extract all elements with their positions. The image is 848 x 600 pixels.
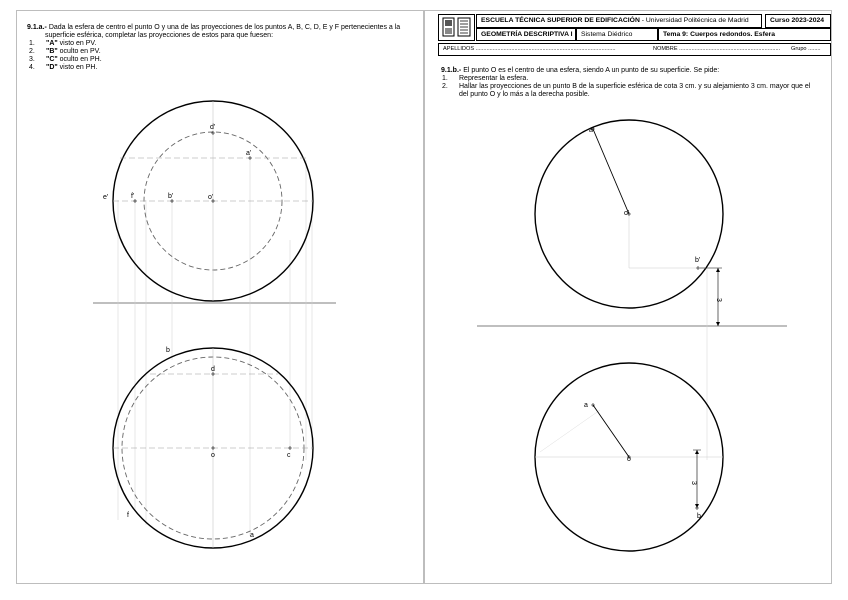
left-intro-line2: superficie esférica, completar las proyecciones de estos para que fuesen: [45, 32, 274, 39]
label-b-prime-r: b' [695, 257, 701, 264]
left-labels [103, 124, 291, 539]
left-intro-text: Dada la esfera de centro el punto O y una de las proyecciones de los puntos A, B, C, D, E y F pertenecientes a la [48, 24, 401, 31]
label-f-prime: f' [131, 193, 135, 200]
right-intro-text: El punto O es el centro de una esfera, siendo A un punto de su superficie. Se pide: [463, 67, 720, 74]
left-point-marks-plan [211, 372, 292, 450]
label-b-r: b [697, 513, 701, 520]
label-o-prime-r: o' [624, 210, 630, 217]
label-d-prime: d' [210, 124, 216, 131]
right-radius-plan [593, 405, 629, 457]
left-item-3: 3. "C" oculto en PH. [29, 56, 102, 63]
school-name: ESCUELA TÉCNICA SUPERIOR DE EDIFICACIÓN [481, 17, 640, 24]
system-cell: Sistema Diédrico [576, 28, 658, 41]
right-drawing [477, 120, 787, 551]
right-radius-elevation [593, 129, 629, 214]
left-item-1: 1. "A" visto en PV. [29, 40, 97, 47]
topic-cell: Tema 9: Cuerpos redondos. Esfera [658, 28, 831, 41]
nombre-field[interactable]: NOMBRE ................................................................. [653, 46, 781, 52]
label-a-prime: a' [246, 150, 252, 157]
right-point-marks-elevation [591, 127, 700, 270]
right-labels [584, 127, 701, 520]
dimension-label-top: 3 [715, 298, 722, 302]
label-e-prime: e' [103, 194, 109, 201]
label-o-prime: o' [208, 194, 214, 201]
left-item-4: 4. "D" visto en PH. [29, 64, 98, 71]
label-a-prime-r: a' [589, 127, 595, 134]
left-reference-lines [118, 158, 312, 536]
label-d: d [211, 366, 215, 373]
label-b-prime: b' [168, 193, 174, 200]
course-cell: Curso 2023-2024 [765, 14, 831, 28]
label-a: a [250, 532, 254, 539]
left-item-2: 2. "B" oculto en PV. [29, 48, 101, 55]
dimension-label-bottom: 3 [690, 481, 697, 485]
left-point-marks-elevation [133, 131, 252, 203]
right-point-marks-plan [591, 403, 699, 510]
label-o: o [211, 452, 215, 459]
left-drawing [93, 101, 336, 548]
left-exercise-code: 9.1.a.- [27, 24, 47, 31]
right-item-2-cont: del punto O y lo más a la derecha posible. [459, 91, 590, 98]
apellidos-field[interactable]: APELLIDOS .......................................................................................... [443, 46, 616, 52]
subject-cell: GEOMETRÍA DESCRIPTIVA I [476, 28, 576, 41]
right-item-2: 2. Hallar las proyecciones de un punto B de la superficie esférica de cota 3 cm. y su alejamiento 3 cm. mayor que el [442, 83, 811, 90]
label-o-r: o [627, 456, 631, 463]
right-item-1: 1. Representar la esfera. [442, 75, 529, 82]
label-b: b [166, 347, 170, 354]
university-name: - Universidad Politécnica de Madrid [639, 17, 749, 24]
label-a-r: a [584, 402, 588, 409]
label-f: f [127, 512, 129, 519]
grupo-field[interactable]: Grupo ........ [791, 46, 821, 52]
label-c: c [287, 452, 291, 459]
right-exercise-code: 9.1.b.- [441, 67, 462, 74]
